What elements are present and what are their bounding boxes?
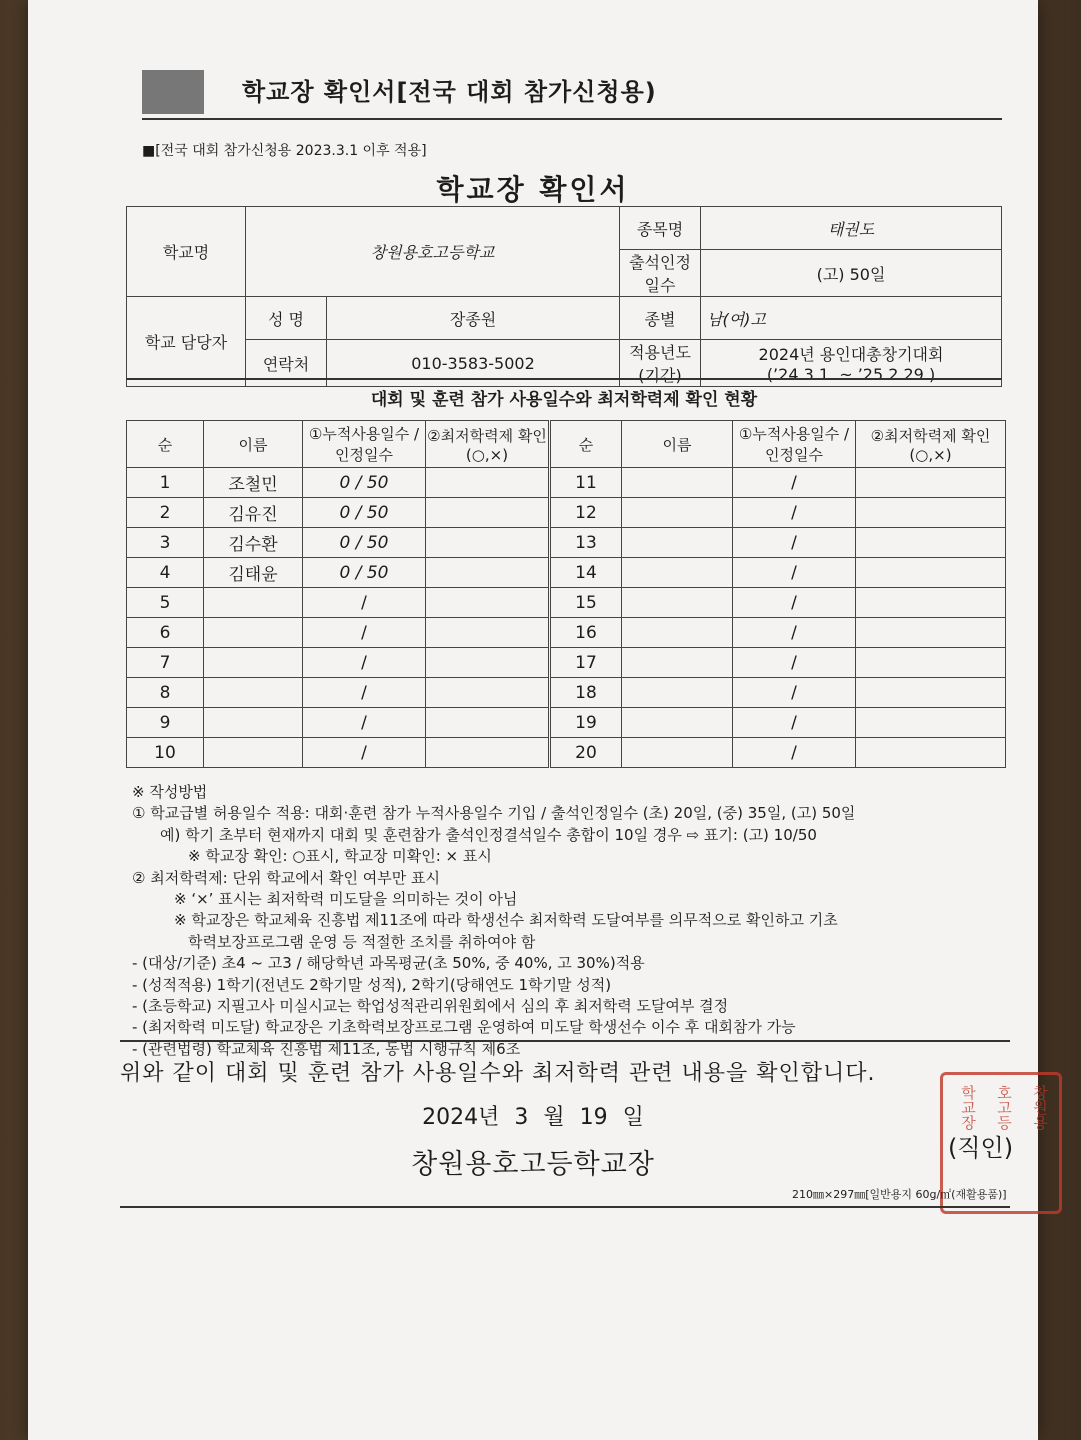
- row-no: 5: [127, 588, 204, 618]
- row-days: /: [733, 738, 856, 768]
- row-days: /: [733, 618, 856, 648]
- row-no: 11: [550, 468, 622, 498]
- row-days: /: [303, 678, 426, 708]
- table-row: [127, 648, 1006, 678]
- table-row: [127, 558, 1006, 588]
- row-name: [622, 648, 733, 678]
- row-academic: [856, 498, 1006, 528]
- row-days: /: [733, 498, 856, 528]
- header-name: 이름: [204, 421, 303, 468]
- row-name: [204, 648, 303, 678]
- row-no: 2: [127, 498, 204, 528]
- header-academic-right: ②최저학력제 확인(○,×): [856, 421, 1006, 468]
- row-days: /: [733, 528, 856, 558]
- header-no-right: 순: [550, 421, 622, 468]
- document-sheet: [28, 0, 1049, 1440]
- principal-signature: 창원용호고등학교장: [411, 1149, 655, 1180]
- row-name: [622, 678, 733, 708]
- row-no: 10: [127, 738, 204, 768]
- row-days: /: [733, 558, 856, 588]
- contact-label: 연락처: [246, 340, 327, 387]
- detail-5: - (관련법령) 학교체육 진흥법 제11조, 동법 시행규칙 제6조: [132, 1039, 521, 1058]
- row-no: 19: [550, 708, 622, 738]
- info-table: [126, 206, 1002, 387]
- row-name: [204, 708, 303, 738]
- row-days: /: [733, 648, 856, 678]
- row-name: [204, 738, 303, 768]
- note-2b: ※ 학교장은 학교체육 진흥법 제11조에 따라 학생선수 최저학력 도달여부를 의무적으로 확인하고 기초: [174, 911, 838, 930]
- table-row: [127, 708, 1006, 738]
- gender-value: 남(여)고: [701, 297, 1002, 340]
- row-academic: [856, 678, 1006, 708]
- row-days: 0 / 50: [303, 468, 426, 498]
- year-label: 적용년도 (기간): [620, 340, 701, 387]
- row-days: /: [733, 468, 856, 498]
- row-academic: [856, 708, 1006, 738]
- row-academic: [426, 738, 550, 768]
- row-name: [204, 588, 303, 618]
- school-label: 학교명: [127, 207, 246, 297]
- row-academic: [856, 588, 1006, 618]
- row-academic: [426, 678, 550, 708]
- row-academic: [856, 738, 1006, 768]
- row-name: 김유진: [204, 498, 303, 528]
- contact-value: 010-3583-5002: [327, 340, 620, 387]
- row-name: [622, 738, 733, 768]
- section-title: 대회 및 훈련 참가 사용일수와 최저학력제 확인 현황: [126, 378, 1002, 410]
- header-no: 순: [127, 421, 204, 468]
- row-academic: [856, 648, 1006, 678]
- row-days: 0 / 50: [303, 498, 426, 528]
- row-name: [622, 588, 733, 618]
- row-name: [622, 558, 733, 588]
- footer-rule: [120, 1206, 1010, 1208]
- row-name: 김태윤: [204, 558, 303, 588]
- row-no: 13: [550, 528, 622, 558]
- sport-label: 종목명: [620, 207, 701, 250]
- seal-text-col-1: 창원용: [1031, 1085, 1049, 1130]
- note-2a: ※ ‘×’ 표시는 최저학력 미도달을 의미하는 것이 아님: [174, 890, 518, 909]
- attendance-label: 출석인정 일수: [620, 250, 701, 297]
- row-name: [622, 498, 733, 528]
- note-1: ① 학교급별 허용일수 적용: 대회·훈련 참가 누적사용일수 기입 / 출석인정일수 (초) 20일, (중) 35일, (고) 50일: [132, 804, 856, 823]
- confirmation-statement: 위와 같이 대회 및 훈련 참가 사용일수와 최저학력 관련 내용을 확인합니다.: [120, 1040, 1010, 1087]
- row-name: 김수환: [204, 528, 303, 558]
- form-subnote: ■[전국 대회 참가신청용 2023.3.1 이후 적용]: [142, 143, 427, 159]
- issue-date: 2024년 3 월 19 일: [422, 1105, 644, 1130]
- row-name: [622, 468, 733, 498]
- row-days: /: [303, 588, 426, 618]
- row-no: 4: [127, 558, 204, 588]
- row-academic: [426, 558, 550, 588]
- detail-1: - (대상/기준) 초4 ~ 고3 / 해당학년 과목평균(초 50%, 중 40%, 고 30%)적용: [132, 954, 645, 973]
- row-no: 6: [127, 618, 204, 648]
- attendance-value: (고) 50일: [701, 250, 1002, 297]
- row-academic: [856, 558, 1006, 588]
- row-days: /: [733, 678, 856, 708]
- row-academic: [426, 528, 550, 558]
- row-academic: [856, 528, 1006, 558]
- row-academic: [426, 648, 550, 678]
- row-name: [622, 708, 733, 738]
- row-days: /: [733, 708, 856, 738]
- seal-label: (직인): [948, 1134, 1014, 1162]
- row-days: /: [303, 618, 426, 648]
- row-no: 8: [127, 678, 204, 708]
- table-row: [127, 738, 1006, 768]
- table-row: [127, 468, 1006, 498]
- row-academic: [426, 498, 550, 528]
- header-days-right: ①누적사용일수 /인정일수: [733, 421, 856, 468]
- row-no: 12: [550, 498, 622, 528]
- row-academic: [856, 468, 1006, 498]
- sport-value: 태권도: [701, 207, 1002, 250]
- name-value: 장종원: [327, 297, 620, 340]
- table-row: [127, 618, 1006, 648]
- table-row: [127, 588, 1006, 618]
- row-name: [204, 618, 303, 648]
- row-no: 18: [550, 678, 622, 708]
- form-header-title: 학교장 확인서[전국 대회 참가신청용): [242, 78, 657, 106]
- school-value: 창원용호고등학교: [246, 207, 620, 297]
- row-name: [622, 618, 733, 648]
- header-days: ①누적사용일수 /인정일수: [303, 421, 426, 468]
- note-1-confirm: ※ 학교장 확인: ○표시, 학교장 미확인: × 표시: [188, 847, 492, 866]
- row-days: /: [303, 738, 426, 768]
- row-no: 17: [550, 648, 622, 678]
- row-days: /: [303, 708, 426, 738]
- paper-size-note: 210㎜×297㎜[일반용지 60g/㎡(재활용품)]: [792, 1188, 1007, 1201]
- row-name: 조철민: [204, 468, 303, 498]
- row-no: 20: [550, 738, 622, 768]
- detail-2: - (성적적용) 1학기(전년도 2학기말 성적), 2학기(당해연도 1학기말 성적): [132, 975, 612, 994]
- row-days: 0 / 50: [303, 528, 426, 558]
- seal-text-col-2: 호고등: [995, 1085, 1013, 1130]
- table-row: [127, 528, 1006, 558]
- row-no: 1: [127, 468, 204, 498]
- manager-label: 학교 담당자: [127, 297, 246, 387]
- detail-3: - (초등학교) 지필고사 미실시교는 학업성적관리위원회에서 심의 후 최저학력 도달여부 결정: [132, 997, 729, 1016]
- header-gray-block: [142, 70, 204, 114]
- seal-text-col-3: 학교장: [959, 1085, 977, 1130]
- row-no: 3: [127, 528, 204, 558]
- detail-4: - (최저학력 미도달) 학교장은 기초학력보장프로그램 운영하여 미도달 학생선수 이수 후 대회참가 가능: [132, 1018, 796, 1037]
- row-days: /: [303, 648, 426, 678]
- row-name: [622, 528, 733, 558]
- header-rule: [142, 118, 1002, 120]
- name-label: 성 명: [246, 297, 327, 340]
- writing-instructions: [132, 782, 1012, 1060]
- row-academic: [426, 468, 550, 498]
- roster-table: [126, 420, 1006, 768]
- row-academic: [426, 588, 550, 618]
- row-academic: [426, 708, 550, 738]
- table-row: [127, 498, 1006, 528]
- note-2: ② 최저학력제: 단위 학교에서 확인 여부만 표시: [132, 868, 440, 887]
- notes-heading: ※ 작성방법: [132, 783, 208, 801]
- header-name-right: 이름: [622, 421, 733, 468]
- row-no: 9: [127, 708, 204, 738]
- page-title: 학교장 확인서: [436, 173, 630, 206]
- note-1-example: 예) 학기 초부터 현재까지 대회 및 훈련참가 출석인정결석일수 총합이 10일 경우 ⇨ 표기: (고) 10/50: [160, 825, 817, 844]
- row-days: 0 / 50: [303, 558, 426, 588]
- row-no: 7: [127, 648, 204, 678]
- row-no: 15: [550, 588, 622, 618]
- gender-label: 종별: [620, 297, 701, 340]
- row-academic: [426, 618, 550, 648]
- roster-header-row: [127, 421, 1006, 468]
- year-value-period: (’24.3.1. ~ ’25 2.29.): [766, 365, 936, 384]
- row-days: /: [733, 588, 856, 618]
- year-value-event: 2024년 용인대총창기대회: [758, 345, 944, 364]
- header-academic: ②최저학력제 확인(○,×): [426, 421, 550, 468]
- row-name: [204, 678, 303, 708]
- table-row: [127, 678, 1006, 708]
- row-no: 14: [550, 558, 622, 588]
- row-academic: [856, 618, 1006, 648]
- note-2c: 학력보장프로그램 운영 등 적절한 조치를 취하여야 함: [188, 932, 536, 951]
- row-no: 16: [550, 618, 622, 648]
